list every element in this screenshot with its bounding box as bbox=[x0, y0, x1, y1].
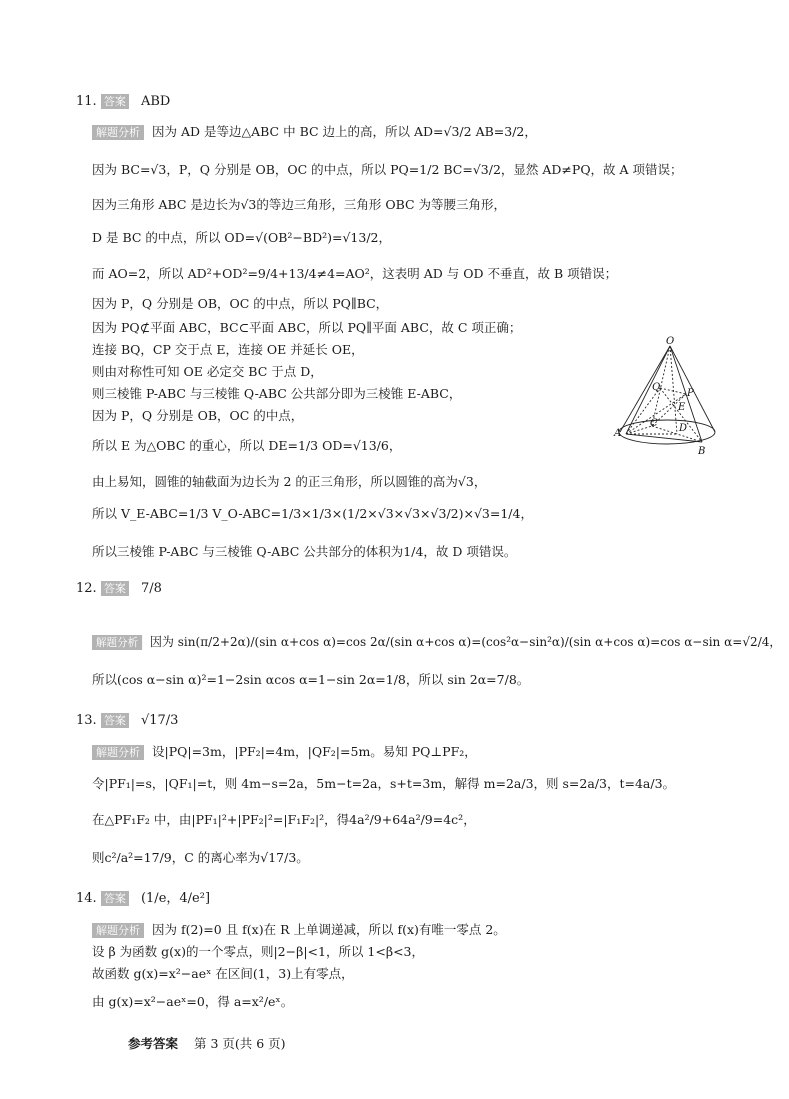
q11-line-12: 所以 E 为△OBC 的重心，所以 DE=1/3 OD=√13/6， bbox=[92, 438, 402, 453]
q11-answer: ABD bbox=[140, 94, 171, 109]
q13-number: 13. bbox=[76, 713, 97, 728]
page-footer bbox=[128, 1034, 286, 1052]
q11-line-7: 因为 PQ⊄平面 ABC，BC⊂平面 ABC，所以 PQ∥平面 ABC，故 C 项正确； bbox=[92, 320, 522, 335]
q11-line-8: 连接 BQ，CP 交于点 E，连接 OE 并延长 OE， bbox=[92, 342, 364, 357]
q14-header bbox=[76, 890, 210, 908]
q14-line-3: 故函数 g(x)=x²−aeˣ 在区间(1，3)上有零点， bbox=[92, 966, 354, 981]
edge-QP bbox=[660, 388, 686, 394]
q11-line-9: 则由对称性可知 OE 必定交 BC 于点 D， bbox=[92, 364, 323, 379]
q12-line-1: 解题分析 因为 sin(π/2+2α)/(sin α+cos α)=cos 2α/(sin α+cos α)=(cos²α−sin²α)/(sin α+cos α)=cos α−sin α=√2/4， bbox=[92, 634, 781, 650]
q12-number: 12. bbox=[76, 581, 97, 596]
q12-header bbox=[76, 580, 162, 598]
edge-OD bbox=[670, 346, 677, 434]
q13-line-1: 解题分析 设|PQ|=3m，|PF₂|=4m，|QF₂|=5m。易知 PQ⊥PF₂， bbox=[92, 744, 477, 760]
q13-line-4: 则c²/a²=17/9，C 的离心率为√17/3。 bbox=[92, 850, 309, 865]
q11-answer-tag: 答案 bbox=[101, 94, 129, 109]
q14-number: 14. bbox=[76, 891, 97, 906]
label-E: E bbox=[678, 402, 686, 413]
q13-analysis-tag: 解题分析 bbox=[92, 745, 144, 760]
label-P: P bbox=[687, 388, 694, 399]
q13-line-2: 令|PF₁|=s，|QF₁|=t，则 4m−s=2a，5m−t=2a，s+t=3m，解得 m=2a/3，则 s=2a/3，t=4a/3。 bbox=[92, 776, 676, 791]
q13-line-3: 在△PF₁F₂ 中，由|PF₁|²+|PF₂|²=|F₁F₂|²，得4a²/9+64a²/9=4c²， bbox=[92, 812, 476, 827]
footer-label: 参考答案 bbox=[128, 1036, 179, 1051]
label-C: C bbox=[650, 418, 658, 429]
footer-page-number: 第 3 页(共 6 页) bbox=[194, 1036, 286, 1051]
q13-answer: √17/3 bbox=[140, 713, 179, 728]
label-O: O bbox=[666, 336, 675, 347]
label-A: A bbox=[614, 428, 622, 439]
cone-figure bbox=[612, 336, 722, 462]
q11-line-15: 所以三棱锥 P-ABC 与三棱锥 Q-ABC 公共部分的体积为1/4，故 D 项错误。 bbox=[92, 544, 517, 559]
q11-line-10: 则三棱锥 P-ABC 与三棱锥 Q-ABC 公共部分即为三棱锥 E-ABC， bbox=[92, 386, 462, 401]
q11-line-11: 因为 P，Q 分别是 OB，OC 的中点， bbox=[92, 408, 304, 423]
q11-header bbox=[76, 93, 170, 111]
q14-answer: (1/e，4/e²] bbox=[140, 891, 211, 906]
q11-line-13: 由上易知，圆锥的轴截面为边长为 2 的正三角形，所以圆锥的高为√3， bbox=[92, 474, 487, 489]
q11-analysis-tag: 解题分析 bbox=[92, 125, 144, 140]
label-Q: Q bbox=[652, 382, 661, 393]
q11-line-6: 因为 P，Q 分别是 OB，OC 的中点，所以 PQ∥BC， bbox=[92, 296, 389, 311]
label-B: B bbox=[698, 446, 706, 457]
q12-analysis-tag: 解题分析 bbox=[92, 635, 142, 650]
q14-analysis-tag: 解题分析 bbox=[92, 923, 144, 938]
q11-line-14: 所以 V_E-ABC=1/3 V_O-ABC=1/3×1/3×(1/2×√3×√3×√3/2)×√3=1/4， bbox=[92, 506, 533, 521]
q11-line-2: 因为 BC=√3，P，Q 分别是 OB，OC 的中点，所以 PQ=1/2 BC=√3/2，显然 AD≠PQ，故 A 项错误； bbox=[92, 162, 683, 177]
q12-line-2: 所以(cos α−sin α)²=1−2sin αcos α=1−sin 2α=1/8，所以 sin 2α=7/8。 bbox=[92, 672, 530, 687]
q11-line-1: 解题分析 因为 AD 是等边△ABC 中 BC 边上的高，所以 AD=√3/2 AB=3/2， bbox=[92, 124, 537, 140]
cone-left-edge bbox=[620, 346, 670, 432]
q13-answer-tag: 答案 bbox=[101, 713, 129, 728]
q14-line-2: 设 β 为函数 g(x)的一个零点，则|2−β|<1，所以 1<β<3， bbox=[92, 944, 425, 959]
q14-answer-tag: 答案 bbox=[101, 891, 129, 906]
q12-answer-tag: 答案 bbox=[101, 581, 129, 596]
q12-answer: 7/8 bbox=[140, 581, 162, 596]
q11-line-4: D 是 BC 的中点，所以 OD=√(OB²−BD²)=√13/2， bbox=[92, 230, 392, 245]
q11-line-3: 因为三角形 ABC 是边长为√3的等边三角形，三角形 OBC 为等腰三角形， bbox=[92, 197, 507, 212]
q11-line-5: 而 AO=2，所以 AD²+OD²=9/4+13/4≠4=AO²，这表明 AD 与 OD 不垂直，故 B 项错误； bbox=[92, 266, 618, 281]
label-D: D bbox=[679, 423, 688, 434]
q11-number: 11. bbox=[76, 94, 97, 109]
q14-line-1: 解题分析 因为 f(2)=0 且 f(x)在 R 上单调递减，所以 f(x)有唯一零点 2。 bbox=[92, 922, 506, 938]
q13-header bbox=[76, 712, 178, 730]
q14-line-4: 由 g(x)=x²−aeˣ=0，得 a=x²/eˣ。 bbox=[92, 994, 294, 1009]
